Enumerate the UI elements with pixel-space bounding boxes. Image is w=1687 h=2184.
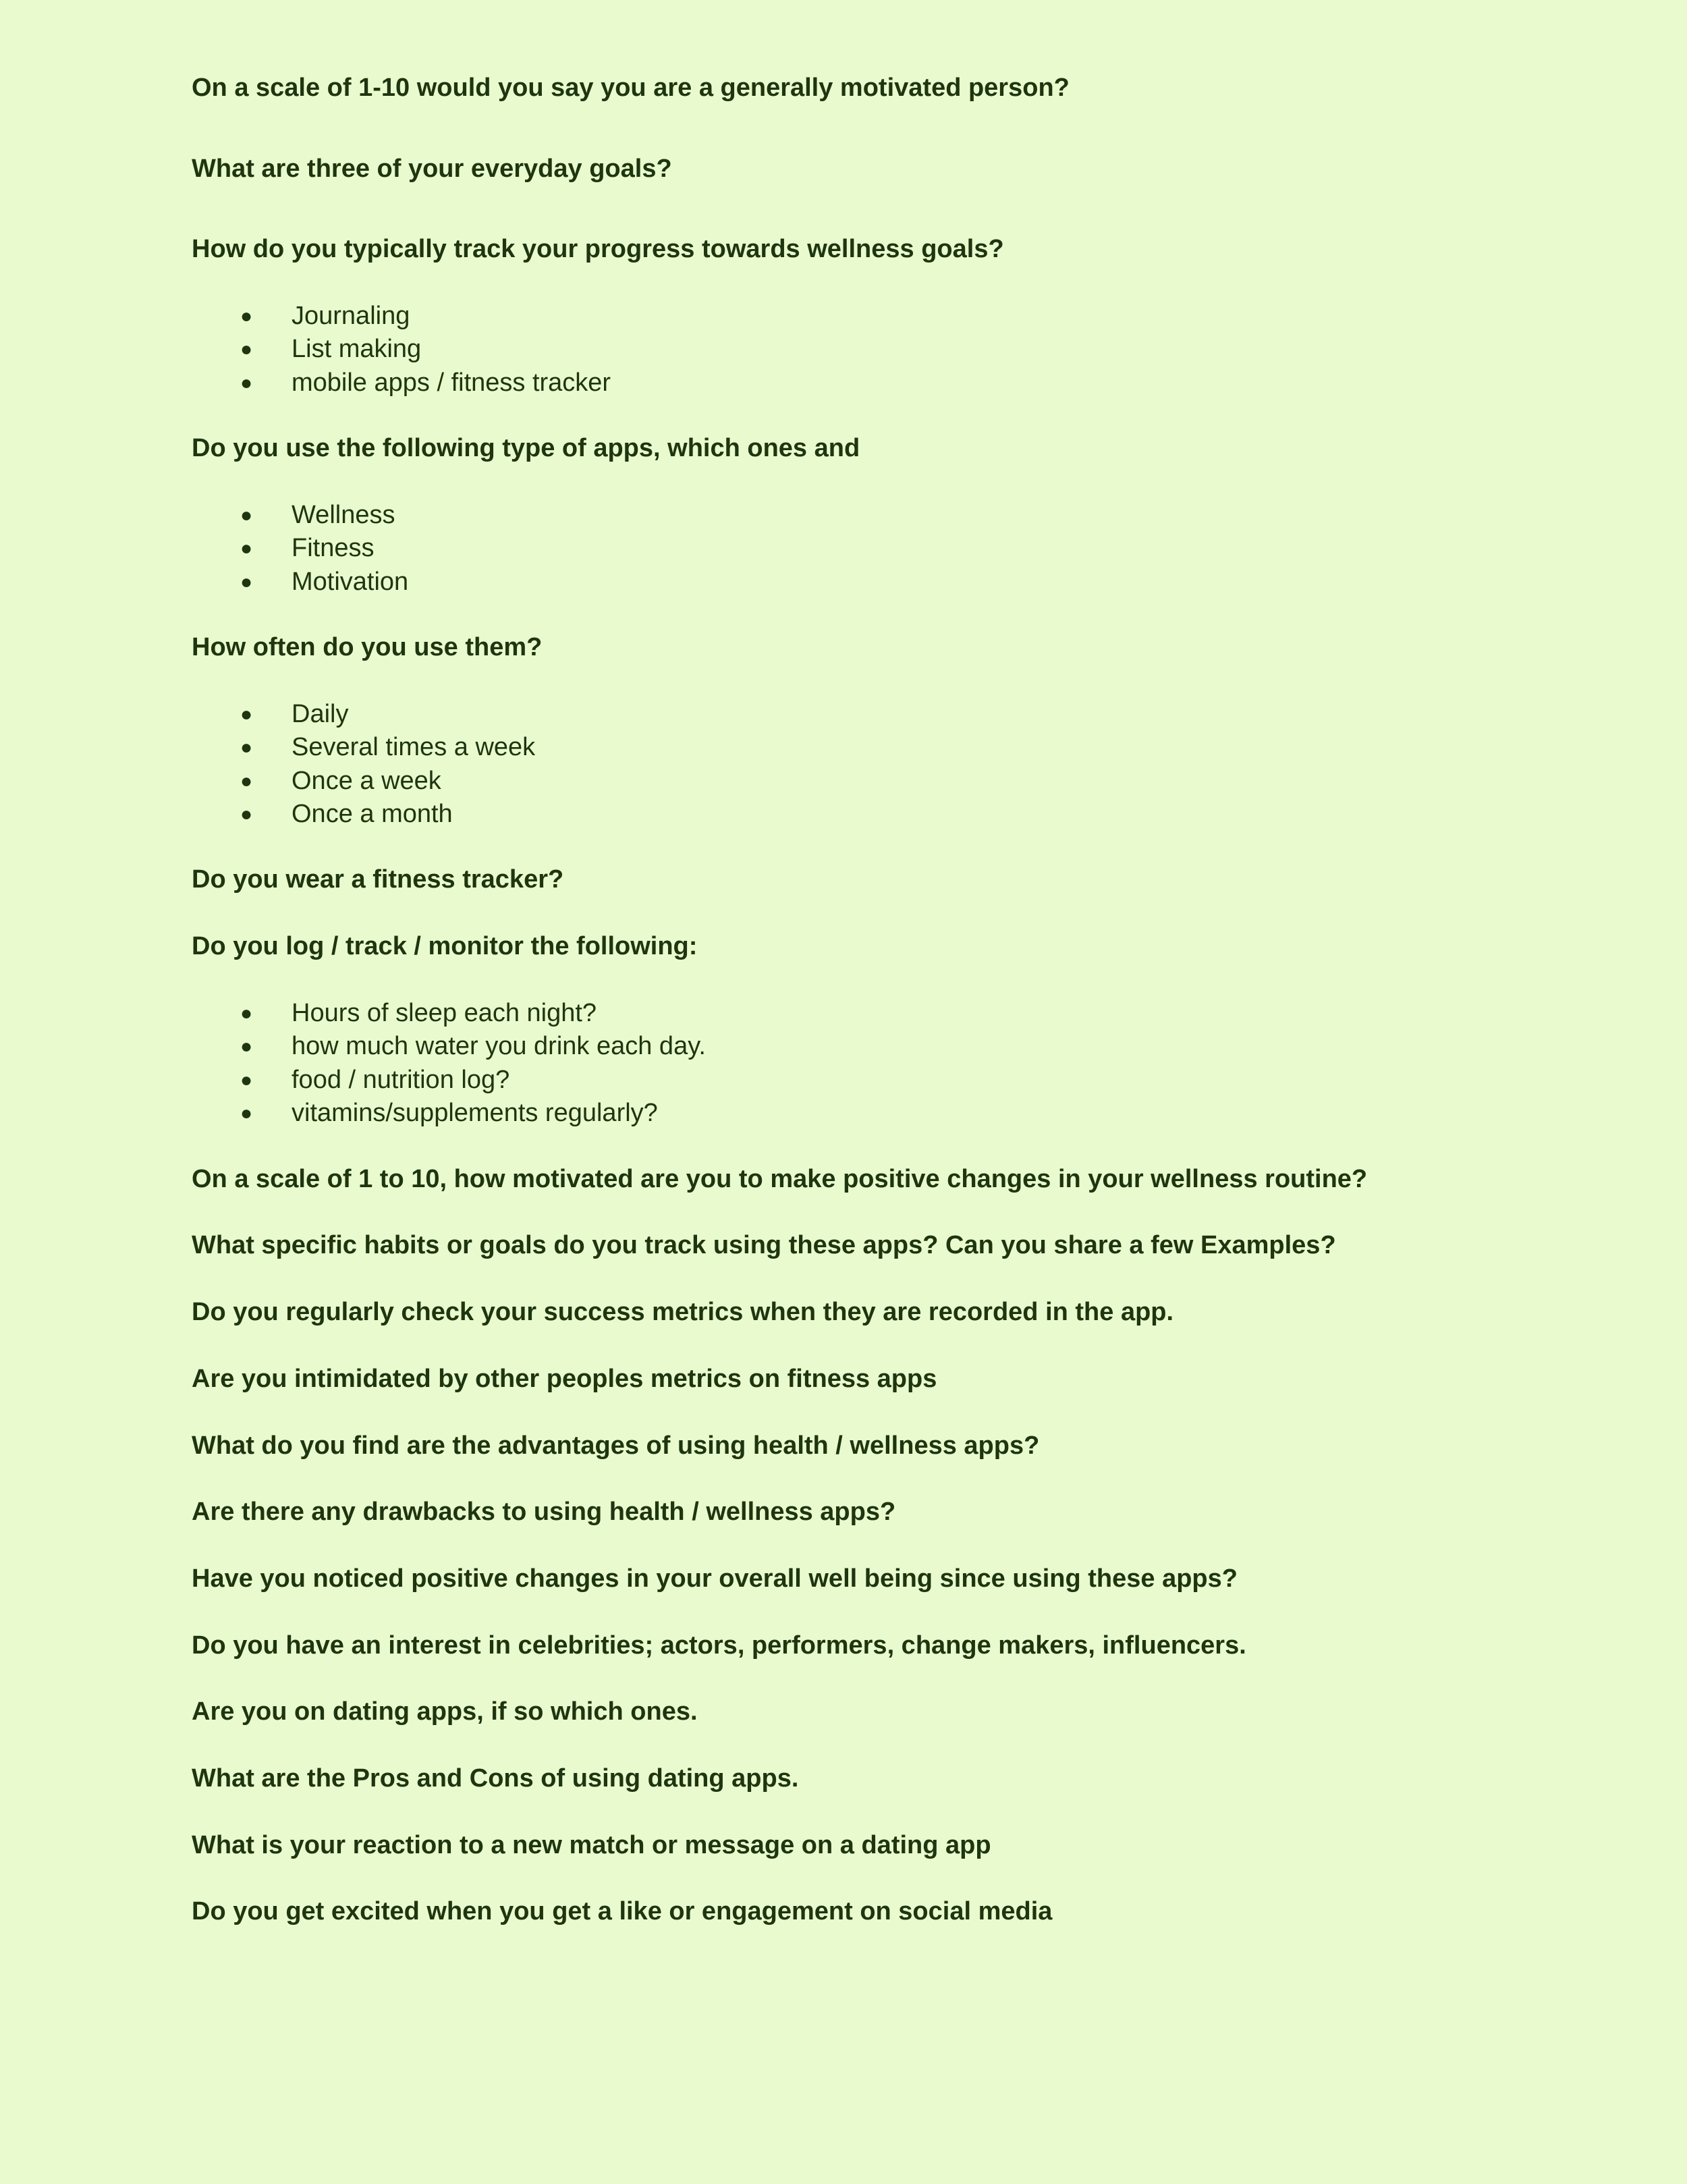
bullet-icon: ● — [240, 504, 253, 526]
question-motivation-to-change: On a scale of 1 to 10, how motivated are you to make positive changes in your wellness routine? — [192, 1165, 1368, 1193]
question-dating-apps: Are you on dating apps, if so which ones. — [192, 1697, 698, 1726]
bullet-icon: ● — [240, 371, 253, 394]
question-track-progress: How do you typically track your progress towards wellness goals? — [192, 235, 1004, 263]
bullet-icon: ● — [240, 570, 253, 593]
bullet-icon: ● — [240, 736, 253, 759]
bullet-icon: ● — [240, 769, 253, 792]
bullet-icon: ● — [240, 802, 253, 825]
question-app-types: Do you use the following type of apps, which ones and — [192, 434, 860, 462]
bullet-icon: ● — [240, 338, 253, 361]
bullet-icon: ● — [240, 703, 253, 726]
bullet-icon: ● — [240, 1068, 253, 1091]
question-fitness-tracker: Do you wear a fitness tracker? — [192, 865, 564, 894]
bullet-icon: ● — [240, 537, 253, 560]
question-social-engagement: Do you get excited when you get a like or engagement on social media — [192, 1897, 1053, 1926]
question-log-track-monitor: Do you log / track / monitor the following: — [192, 932, 698, 960]
question-everyday-goals: What are three of your everyday goals? — [192, 155, 672, 183]
question-usage-frequency: How often do you use them? — [192, 633, 543, 661]
question-dating-pros-cons: What are the Pros and Cons of using dating apps. — [192, 1764, 799, 1793]
question-advantages: What do you find are the advantages of using health / wellness apps? — [192, 1431, 1040, 1460]
question-habits-examples: What specific habits or goals do you track using these apps? Can you share a few Examples? — [192, 1231, 1336, 1259]
document-page: On a scale of 1-10 would you say you are a generally motivated person? What are three of your everyday goals? How do you typically track your progress towards wellness goals? ● Journaling ● List making ● mobile apps / fitness tracker Do you use the following type of apps, which ones and ● Wellness ● Fitness ● Motivation How often do you use them? ● Daily ● Several times a week ● Once a week ● Once a month Do you wear a fitness tracker? Do you log / track / monitor the following: ● Hours of sleep each night? ● how much water you drink each day. ● food / nutrition log? ● vitamins/supplements regularly? On a scale of 1 to 10, how motivated are you to make positive changes in your wellness routine? What specific habits or goals do you track using these apps? Can you share a few Examples? Do you regularly check your success metrics when they are recorded in the app. Are you intimidated by other peoples metrics on fitness apps What do you find are the advantages of using health / wellness apps? Are there any drawbacks to using health / wellness apps? Have you noticed positive changes in your overall well being since using these apps? Do you have an interest in celebrities; actors, performers, change makers, influencers. Are you on dating apps, if so which ones. What are the Pros and Cons of using dating apps. What is your reaction to a new match or message on a dating app Do you get excited when you get a like or engagement on social media — [192, 74, 1368, 1926]
bullet-icon: ● — [240, 1035, 253, 1058]
bullet-icon: ● — [240, 1002, 253, 1025]
question-intimidated-metrics: Are you intimidated by other peoples metrics on fitness apps — [192, 1365, 937, 1393]
question-drawbacks: Are there any drawbacks to using health / wellness apps? — [192, 1498, 896, 1526]
question-success-metrics: Do you regularly check your success metrics when they are recorded in the app. — [192, 1298, 1174, 1326]
question-motivation-scale: On a scale of 1-10 would you say you are a generally motivated person? — [192, 74, 1070, 102]
question-match-reaction: What is your reaction to a new match or message on a dating app — [192, 1831, 991, 1859]
bullet-icon: ● — [240, 305, 253, 327]
question-positive-changes: Have you noticed positive changes in your overall well being since using these apps? — [192, 1564, 1238, 1593]
question-celebrities: Do you have an interest in celebrities; actors, performers, change makers, influencers. — [192, 1631, 1246, 1660]
bullet-icon: ● — [240, 1101, 253, 1124]
